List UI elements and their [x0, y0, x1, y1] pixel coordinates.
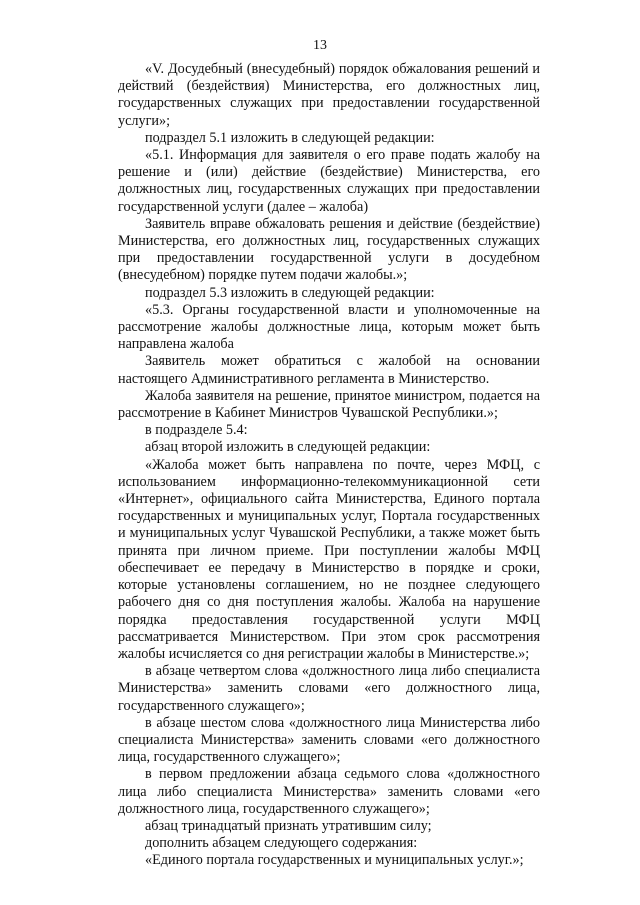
- paragraph-complaint-channels: «Жалоба может быть направлена по почте, через МФЦ, с использованием информационно-телекоммуникационной сети «Интернет», официального сайта Министерства, Единого портала государственных и муниципальных услуг, Портала государственных и муниципальных услуг Чувашской Республики, а также может быть принята при личном приеме. При поступлении жалобы МФЦ обеспечивает ее передачу в Министерство в порядке и сроки, которые установлены соглашением, но не позднее следующего рабочего дня со дня поступления жалобы. Жалоба на нарушение порядка предоставления государственной услуги МФЦ рассматривается Министерством. При этом срок рассмотрения жалобы исчисляется со дня регистрации жалобы в Министерстве.»;: [118, 456, 540, 662]
- paragraph-sixth-abzats: в абзаце шестом слова «должностного лица Министерства либо специалиста Министерства» заменить словами «его должностного лица, государственного служащего»;: [118, 714, 540, 766]
- paragraph-subsection-5-4: в подразделе 5.4:: [145, 422, 248, 439]
- paragraph-applicant-may-appeal: Заявитель может обратиться с жалобой на основании настоящего Административного регламента в Министерство.: [118, 353, 540, 387]
- paragraph-second-abzats-instruction: абзац второй изложить в следующей редакции:: [145, 439, 431, 456]
- paragraph-minister-decision: Жалоба заявителя на решение, принятое министром, подается на рассмотрение в Кабинет Министров Чувашской Республики.»;: [118, 387, 540, 422]
- paragraph-5-1-heading: «5.1. Информация для заявителя о его праве подать жалобу на решение и (или) действие (бездействие) Министерства, его должностных лиц, государственных служащих при предоставлении государственной услуги (далее – жалоба): [118, 147, 540, 215]
- paragraph-section-v-title: «V. Досудебный (внесудебный) порядок обжалования решений и действий (бездействия) Министерства, его должностных лиц, государственных служащих при предоставлении государственной услуги»;: [118, 61, 540, 129]
- paragraph-subsection-5-1-instruction: подраздел 5.1 изложить в следующей редакции:: [145, 129, 435, 146]
- paragraph-subsection-5-3-instruction: подраздел 5.3 изложить в следующей редакции:: [145, 284, 435, 301]
- paragraph-unified-portal: «Единого портала государственных и муниципальных услуг.»;: [145, 852, 524, 869]
- paragraph-thirteenth-abzats: абзац тринадцатый признать утратившим силу;: [145, 817, 432, 834]
- paragraph-applicant-right: Заявитель вправе обжаловать решения и действие (бездействие) Министерства, его должностных лиц, государственных служащих при предоставлении государственной услуги в досудебном (внесудебном) порядке путем подачи жалобы.»;: [118, 215, 540, 284]
- paragraph-5-3-heading: «5.3. Органы государственной власти и уполномоченные на рассмотрение жалобы должностные лица, которым может быть направлена жалоба: [118, 301, 540, 353]
- paragraph-fourth-abzats: в абзаце четвертом слова «должностного лица либо специалиста Министерства» заменить словами «его должностного лица, государственного служащего»;: [118, 663, 540, 714]
- page-number: 13: [313, 38, 327, 53]
- paragraph-add-abzats: дополнить абзацем следующего содержания:: [145, 835, 418, 852]
- document-body: [118, 61, 540, 870]
- paragraph-seventh-abzats: в первом предложении абзаца седьмого слова «должностного лица либо специалиста Министерства» заменить словами «его должностного лица, государственного служащего»;: [118, 766, 540, 817]
